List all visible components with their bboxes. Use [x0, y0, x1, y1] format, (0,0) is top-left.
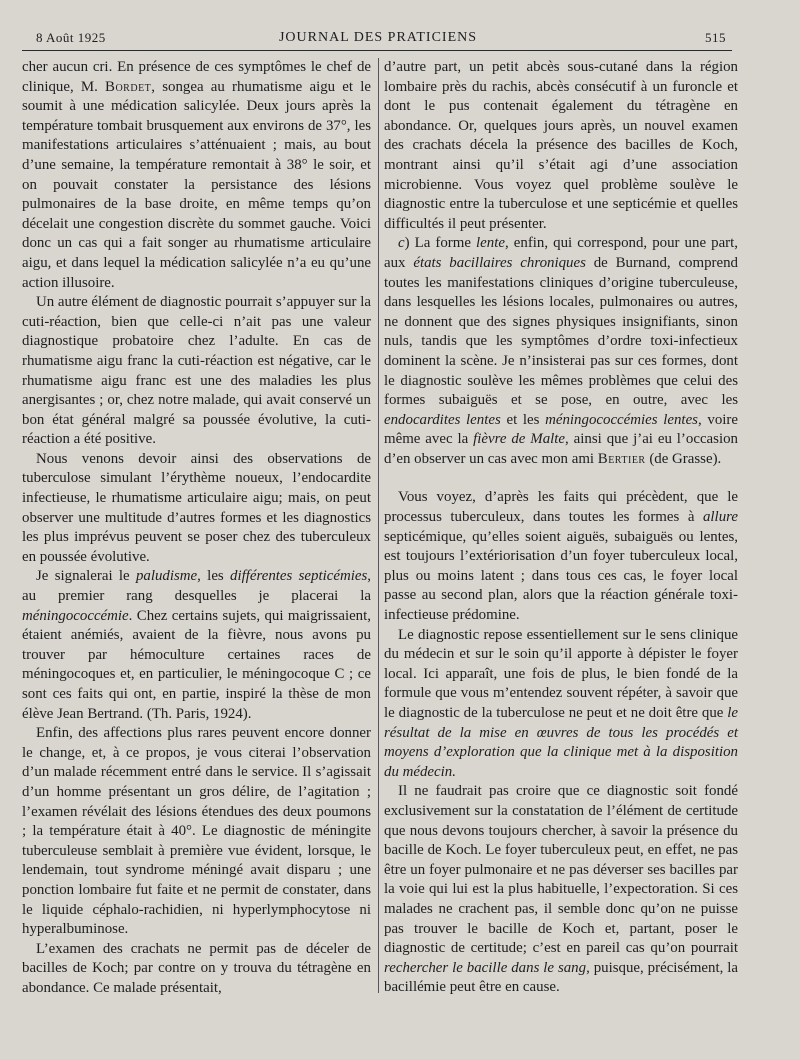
text-run: Il ne faudrait pas croire que ce diagnostic soit fondé exclusivement sur la constatation de l’élément de certitude que nous devons toujours chercher, à savoir la présence du bacille de Koch. Le foyer tuberculeux peut, en effet, ne pas être un foyer pulmonaire et ne pas déverser ses bacilles par la voie qui lui est la plus habituelle, l’expectoration. Si ces malades ne crachent pas, il semble donc qu’on ne puisse pas trouver le bacille de Koch et, partant, poser le diagnostic de certitude; c’est en pareil cas qu’on pourrait — [384, 783, 738, 957]
text-run: méningococcémies lentes — [545, 411, 698, 428]
text-run: Bordet — [105, 78, 152, 95]
text-run: rechercher le bacille dans le sang — [384, 959, 587, 976]
text-run: Le diagnostic repose essentiellement sur le sens clinique du médecin et sur le soin qu’il apporte à dépister le foyer local. Ici apparaît, une fois de plus, le bien fondé de la formule que vous m’entendez souvent répéter, à savoir que le diagnostic de la tuberculose ne peut et ne doit être que — [384, 626, 738, 721]
paragraph — [384, 488, 738, 625]
text-run: états bacillaires chroniques — [413, 254, 586, 271]
paragraph — [22, 567, 371, 724]
text-run: le résultat de la mise en œuvres de tous les procédés et moyens d’exploration que la clinique met à la disposition du médecin. — [384, 705, 738, 780]
header-page-number: 515 — [705, 30, 726, 45]
text-run: , puisque, précisément, la bacillémie peut être en cause. — [384, 959, 739, 996]
paragraph — [22, 450, 371, 568]
header-journal-title: JOURNAL DES PRATICIENS — [278, 30, 478, 45]
text-run: , ainsi que j’ai eu l’occasion d’en observer un cas avec mon ami — [384, 431, 738, 467]
right-column — [384, 58, 738, 998]
text-run: Je signalerai le — [36, 568, 136, 585]
paragraph — [384, 626, 738, 783]
text-run: L’examen des crachats ne permit pas de déceler de bacilles de Koch; par contre on y trouva du tétragène en abondance. Ce malade présentait, — [22, 940, 371, 996]
column-divider — [378, 58, 379, 993]
paragraph — [22, 940, 371, 999]
text-run: Nous venons devoir ainsi des observations de tuberculose simulant l’érythème noueux, l’endocardite infectieuse, le rhumatisme articulaire aigu; mais, on peut observer une multitude d’autres formes et les diagnostics les plus imprévus peuvent se poser chez des tuberculeux en poussée évolutive. — [22, 450, 371, 565]
left-column — [22, 58, 371, 999]
text-run: Vous voyez, d’après les faits qui précèdent, que le processus tuberculeux, dans toutes les formes à — [384, 489, 738, 526]
text-run: d’autre part, un petit abcès sous-cutané dans la région lombaire près du rachis, abcès consécutif à un furoncle et dont le pus contenait également du tétragène en abondance. Or, quelques jours après, un nouvel examen des crachats décela la présence des bacilles de Koch, montrant ainsi qu’il s’était agi d’une association microbienne. Vous voyez quel problème soulève le diagnostic entre la tuberculose et une septicémie et quelles difficultés il peut présenter. — [384, 59, 738, 232]
paragraph — [22, 293, 371, 450]
text-run: méningococcémie — [22, 607, 129, 624]
text-run: paludisme — [135, 568, 198, 585]
header-rule — [22, 50, 732, 51]
text-run: et les — [500, 411, 546, 428]
paragraph — [384, 782, 738, 998]
text-run: , au premier rang desquelles je placerai la — [22, 568, 372, 605]
text-run: , voire même avec la — [384, 411, 738, 448]
text-run: . Chez certains sujets, qui maigrissaient, étaient anémiés, avaient de la fièvre, nous avons pu trouver par hémoculture certaines races de méningocoques et, en particulier, le méningocoque C ; ce sont ces faits qui ont, en partie, inspiré la thèse de mon élève Jean Bertrand. (Th. Paris, 1924). — [22, 607, 371, 722]
paragraph — [22, 58, 371, 293]
text-run: ) La forme — [404, 235, 477, 252]
text-run: , songea au rhumatisme aigu et le soumit à une médication salicylée. Deux jours après la température tombait brusquement aux environs de 37°, les manifestations articulaires s’atténuaient ; mais, au bout d’une semaine, la température remontait à 38° le soir, et on pouvait constater la persistance des lésions pulmonaires de la base droite, en même temps qu’on décelait une congestion discrète du sommet gauche. Voici donc un cas qui a fait songer au rhumatisme articulaire aigu, et dans lequel la médication salicylée n’a eu qu’une action illusoire. — [22, 78, 371, 291]
text-run: allure — [702, 509, 738, 526]
text-run: , les — [197, 568, 231, 585]
text-run: fièvre de Malte — [473, 431, 566, 448]
section-gap — [384, 469, 738, 488]
text-run: c — [398, 235, 405, 252]
text-run: Un autre élément de diagnostic pourrait s’appuyer sur la cuti-réaction, bien que celle-ci n’ait pas une valeur diagnostique probatoire chez l’adulte. En cas de rhumatisme aigu franc la cuti-réaction est négative, car le rhumatisme aigu franc est une des maladies les plus anergisantes ; or, chez notre malade, qui avait conservé un bon état général malgré sa poussée évolutive, la cuti-réaction a été positive. — [22, 294, 371, 448]
text-run: Enfin, des affections plus rares peuvent encore donner le change, et, à ce propos, je vous citerai l’observation d’un malade récemment entré dans le service. Il s’agissait d’un homme présentant un gros délire, de l’agitation ; l’examen révélait des lésions étendues des deux poumons ; la température était à 40°. Le diagnostic de méningite tuberculeuse semblait à première vue évident, lorsque, le lendemain, tout syndrome méningé avait disparu ; une ponction lombaire fut faite et ne permit de constater, dans le liquide céphalo-rachidien, ni hyperlymphocytose ni hyperalbuminose. — [22, 725, 371, 938]
paragraph — [22, 724, 371, 940]
text-run: (de Grasse). — [645, 450, 722, 467]
paragraph — [384, 234, 738, 469]
paragraph — [384, 58, 738, 234]
text-run: septicémique, qu’elles soient aiguës, subaiguës ou lentes, est toujours l’extériorisation d’un foyer tuberculeux local, plus ou moins latent ; dans tous ces cas, le foyer local passe au second plan, alors que la réaction générale toxi-infectieuse prédomine. — [384, 528, 738, 624]
text-run: de Burnand, comprend toutes les manifestations cliniques d’origine tuberculeuse, dans lesquelles les lésions locales, pulmonaires ou autres, ne donnent que des signes physiques insignifiants, sinon nuls, tandis que les symptômes d’ordre toxi-infectieux dominent la scène. Je n’insisterai pas sur ces formes, dont le diagnostic soulève les mêmes problèmes que celui des formes subaiguës et se pose, en outre, avec les — [384, 254, 738, 409]
text-run: Bertier — [597, 450, 646, 467]
text-run: lente — [476, 235, 505, 252]
header-date: 8 Août 1925 — [36, 30, 106, 45]
text-run: endocardites lentes — [384, 411, 501, 428]
running-header — [28, 30, 728, 48]
text-run: cher aucun cri. En présence de ces symptômes le chef de clinique, M. — [22, 59, 371, 95]
text-run: différentes septicémies — [230, 568, 368, 585]
text-run: , enfin, qui correspond, pour une part, aux — [384, 235, 738, 271]
